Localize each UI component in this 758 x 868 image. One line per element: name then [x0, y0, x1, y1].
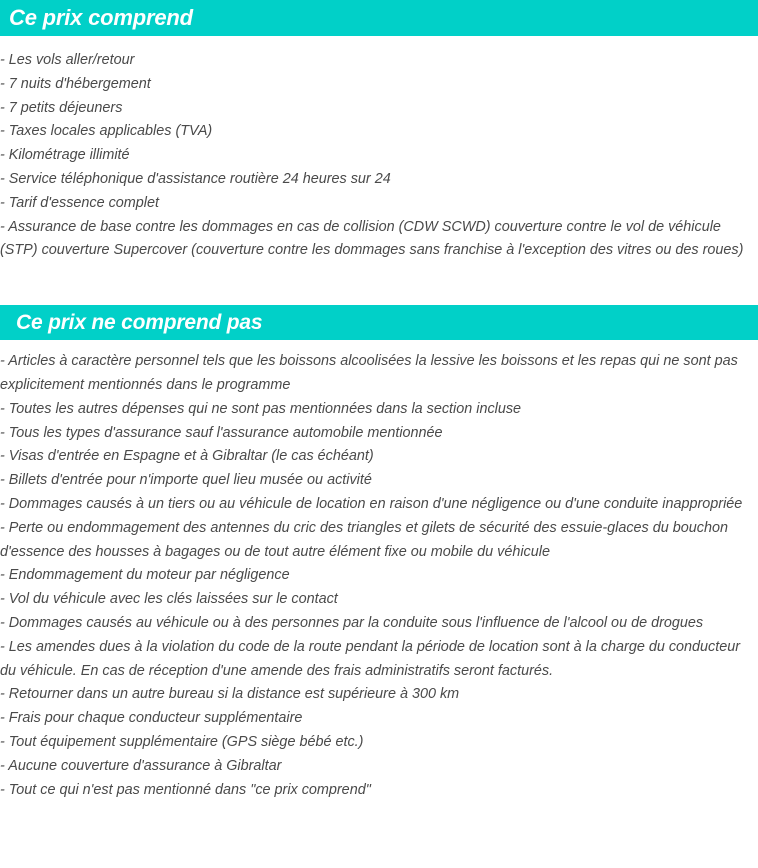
list-item: - Service téléphonique d'assistance routière 24 heures sur 24 [0, 170, 391, 187]
list-item: - Taxes locales applicables (TVA) [0, 123, 213, 140]
section-title-included: Ce prix comprend [0, 0, 758, 36]
not-included-list [0, 350, 750, 802]
section-included [0, 0, 758, 263]
list-item: - Retourner dans un autre bureau si la distance est supérieure à 300 km [0, 686, 460, 703]
list-item: - 7 nuits d'hébergement [0, 75, 151, 92]
section-body-included [0, 36, 758, 263]
section-title-not-included: Ce prix ne comprend pas [0, 305, 758, 340]
list-item: - Visas d'entrée en Espagne et à Gibraltar (le cas échéant) [0, 448, 374, 465]
section-divider-gap [0, 263, 758, 305]
section-body-not-included [0, 340, 758, 802]
list-item: - Dommages causés au véhicule ou à des personnes par la conduite sous l'influence de l'alcool ou de drogues [0, 614, 704, 631]
list-item: - Aucune couverture d'assurance à Gibraltar [0, 757, 282, 774]
list-item: - Billets d'entrée pour n'importe quel lieu musée ou activité [0, 472, 372, 489]
list-item: - Tarif d'essence complet [0, 194, 159, 211]
list-item: - Frais pour chaque conducteur supplémentaire [0, 710, 303, 727]
list-item: - Perte ou endommagement des antennes du cric des triangles et gilets de sécurité des essuie-glaces du bouchon d'essence des housses à bagages ou de tout autre élément fixe ou mobile du véhicule [0, 519, 728, 560]
list-item: - Kilométrage illimité [0, 147, 130, 164]
included-list [0, 49, 750, 263]
list-item: - Les vols aller/retour [0, 52, 135, 68]
section-not-included [0, 305, 758, 802]
list-item: - Toutes les autres dépenses qui ne sont pas mentionnées dans la section incluse [0, 400, 522, 417]
list-item: - Endommagement du moteur par négligence [0, 567, 290, 584]
list-item: - 7 petits déjeuners [0, 99, 123, 116]
list-item: - Assurance de base contre les dommages en cas de collision (CDW SCWD) couverture contre le vol de véhicule (STP) couverture Supercover (couverture contre les dommages sans franchise à l'exception des vitres ou des roues) [0, 218, 744, 259]
list-item: - Dommages causés à un tiers ou au véhicule de location en raison d'une négligence ou d'une conduite inappropriée [0, 495, 743, 512]
list-item: - Articles à caractère personnel tels que les boissons alcoolisées la lessive les boissons et les repas qui ne sont pas explicitement mentionnés dans le programme [0, 353, 738, 393]
list-item: - Tout équipement supplémentaire (GPS siège bébé etc.) [0, 733, 364, 750]
list-item: - Les amendes dues à la violation du code de la route pendant la période de location sont à la charge du conducteur du véhicule. En cas de réception d'une amende des frais administratifs seront facturés. [0, 638, 741, 679]
list-item: - Tout ce qui n'est pas mentionné dans "ce prix comprend" [0, 781, 371, 798]
list-item: - Vol du véhicule avec les clés laissées sur le contact [0, 591, 338, 608]
list-item: - Tous les types d'assurance sauf l'assurance automobile mentionnée [0, 424, 443, 441]
